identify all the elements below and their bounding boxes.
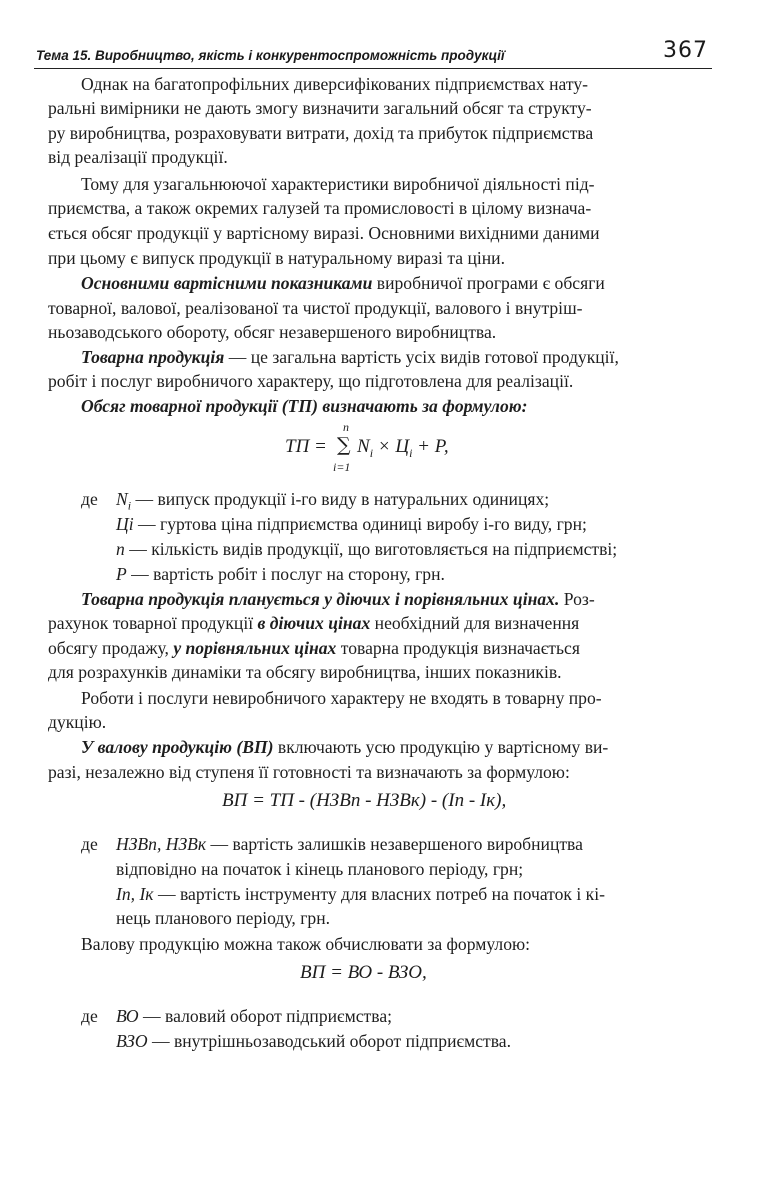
text-line: Товарна продукція планується у діючих і порівняльних цінах. Роз- xyxy=(81,589,595,609)
text-line: Обсяг товарної продукції (ТП) визначають за формулою: xyxy=(81,396,528,416)
text-line: товарної, валової, реалізованої та чистої продукції, валового і внутріш- xyxy=(48,298,583,318)
formula-vp-alt: ВП = ВО - ВЗО, xyxy=(300,962,427,983)
definition-line: P — вартість робіт і послуг на сторону, грн. xyxy=(116,564,445,584)
definition-line: нець планового періоду, грн. xyxy=(116,908,331,928)
text-line: Однак на багатопрофільних диверсифікованих підприємствах нату- xyxy=(81,74,589,94)
text-line: разі, незалежно від ступеня її готовності та визначають за формулою: xyxy=(48,762,570,782)
formula-vp: ВП = ТП - (НЗВп - НЗВк) - (Iп - Iк), xyxy=(222,790,507,811)
text-line: Тому для узагальнюючої характеристики виробничої діяльності під- xyxy=(81,174,595,194)
text-line: Роботи і послуги невиробничого характеру не входять в товарну про- xyxy=(81,688,602,708)
definition-line: Цi — гуртова ціна підприємства одиниці виробу i-го виду, грн; xyxy=(116,514,587,534)
definition-line: ВЗО — внутрішньозаводський оборот підприємства. xyxy=(116,1031,511,1051)
text-line: ньозаводського обороту, обсяг незавершеного виробництва. xyxy=(48,322,497,342)
definition-line: відповідно на початок і кінець планового періоду, грн; xyxy=(116,859,524,879)
text-line: приємства, а також окремих галузей та промисловості в цілому визнача- xyxy=(48,198,592,218)
definition-label: де xyxy=(81,489,98,509)
text-line: рахунок товарної продукції в діючих цінах необхідний для визначення xyxy=(48,613,580,633)
definition-line: ВО — валовий оборот підприємства; xyxy=(116,1006,393,1026)
formula-tp: ТП = n ∑ i=1 $N_i \times Ц_i + P$, xyxy=(285,420,449,474)
definition-line: n — кількість видів продукції, що виготовляється на підприємстві; xyxy=(116,539,618,559)
text-line: при цьому є випуск продукції в натуральному виразі та ціни. xyxy=(48,248,505,268)
running-header xyxy=(34,38,712,69)
text-line: дукцію. xyxy=(48,712,107,732)
text-line: для розрахунків динаміки та обсягу виробництва, інших показників. xyxy=(48,662,562,682)
text-line: Валову продукцію можна також обчислювати за формулою: xyxy=(81,934,531,954)
text-line: робіт і послуг виробничого характеру, що підготовлена для реалізації. xyxy=(48,371,574,391)
definition-line: Iп, Iк — вартість інструменту для власних потреб на початок і кі- xyxy=(116,884,605,904)
text-line: Товарна продукція — це загальна вартість усіх видів готової продукції, xyxy=(81,347,619,367)
definition-line: $N_i$ — випуск продукції i-го виду в натуральних одиницях; xyxy=(116,489,550,513)
text-line: від реалізації продукції. xyxy=(48,147,228,167)
text-line: ральні вимірники не дають змогу визначити загальний обсяг та структу- xyxy=(48,98,592,118)
text-line: обсягу продажу, у порівняльних цінах товарна продукція визначається xyxy=(48,638,580,658)
text-line: ру виробництва, розраховувати витрати, дохід та прибуток підприємства xyxy=(48,123,594,143)
text-line: У валову продукцію (ВП) включають усю продукцію у вартісному ви- xyxy=(81,737,609,757)
header-title: Тема 15. Виробництво, якість і конкурентоспроможність продукції xyxy=(36,48,505,63)
definition-label: де xyxy=(81,834,98,854)
definition-label: де xyxy=(81,1006,98,1026)
text-line: Основними вартісними показниками виробничої програми є обсяги xyxy=(81,273,605,293)
definition-line: НЗВп, НЗВк — вартість залишків незавершеного виробництва xyxy=(116,834,583,854)
page-number: 367 xyxy=(663,38,708,63)
text-line: ється обсяг продукції у вартісному виразі. Основними вихідними даними xyxy=(48,223,600,243)
